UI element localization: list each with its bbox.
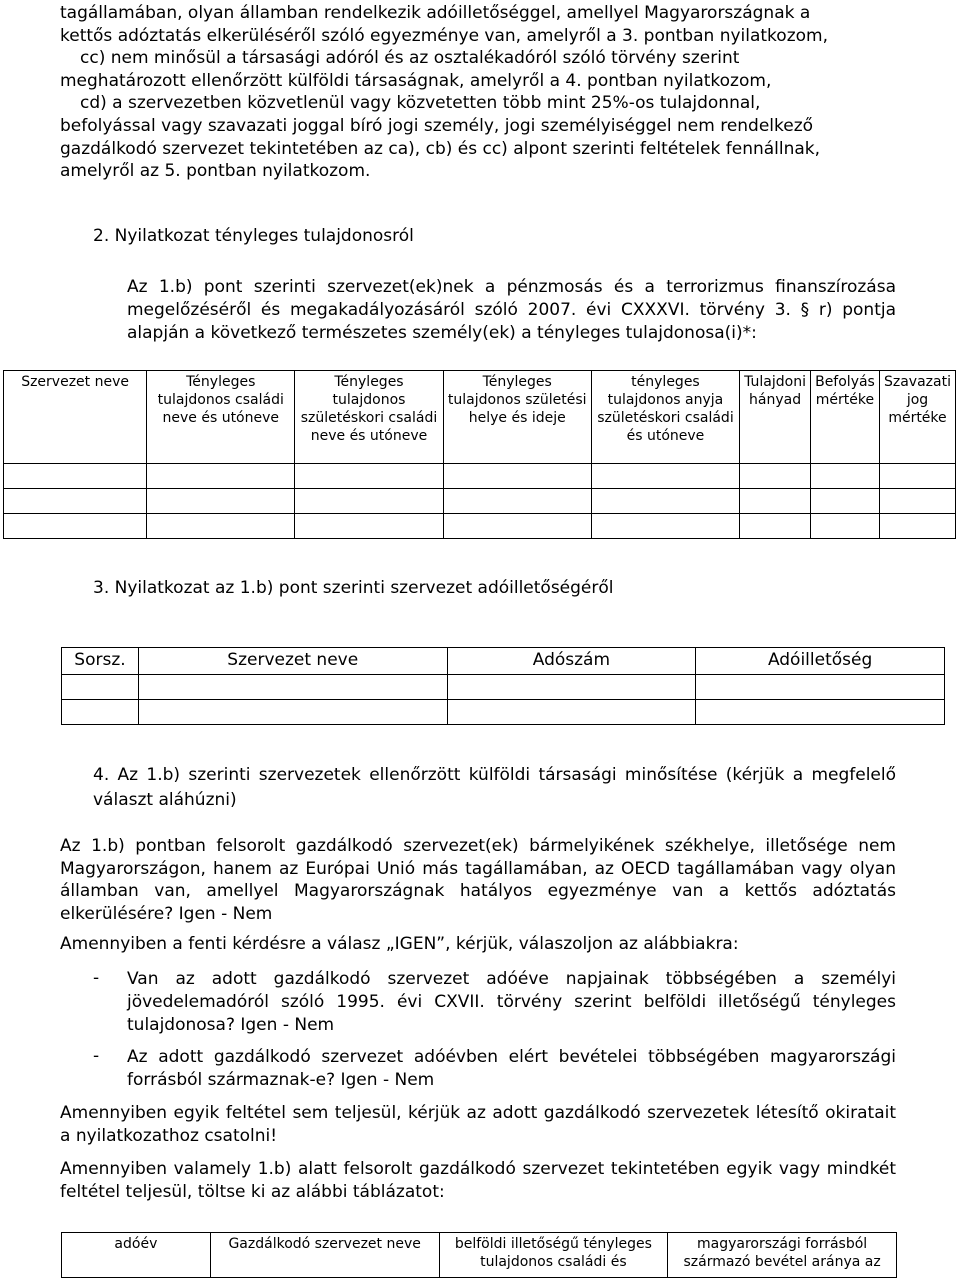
- income-col-owner: belföldi illetőségű tényleges tulajdonos családi és: [439, 1233, 668, 1278]
- cell[interactable]: [879, 464, 955, 489]
- q1-text: Az 1.b) pontban felsorolt gazdálkodó szervezet(ek) bármelyikének székhelye, illetősége nem Magyarországon, hanem az Európai Unió más tagállamában, az OECD tagállamában vagy olyan államban van, amellyel Magyarországnak hatályos egyezménye van a kettős adóztatás elkerülésére? Igen - Nem: [60, 836, 896, 924]
- cell[interactable]: [443, 489, 591, 514]
- income-col-ratio: magyarországi forrásból származó bevétel aránya az: [668, 1233, 897, 1278]
- cell[interactable]: [138, 675, 447, 700]
- income-header-row: [62, 1233, 897, 1278]
- cell[interactable]: [740, 514, 811, 539]
- cell[interactable]: [147, 489, 295, 514]
- cell[interactable]: [591, 514, 739, 539]
- section2-paragraph: Az 1.b) pont szerinti szervezet(ek)nek a pénzmosás és a terrorizmus finanszírozása megelőzéséről és megakadályozásáról szóló 2007. évi CXXXVI. törvény 3. § r) pontja alapján a következő természetes személy(ek) a tényleges tulajdonosa(i)*:: [127, 277, 896, 343]
- cell[interactable]: [443, 464, 591, 489]
- cell[interactable]: [879, 514, 955, 539]
- p4-text: Amennyiben valamely 1.b) alatt felsorolt gazdálkodó szervezet tekintetében egyik vagy mindkét feltétel teljesül, töltse ki az alábbi táblázatot:: [60, 1159, 896, 1202]
- tax-header-row: [62, 648, 945, 675]
- owners-col-influence: Befolyás mértéke: [810, 371, 879, 464]
- owners-col-birthplace: Tényleges tulajdonos születési helye és ideje: [443, 371, 591, 464]
- cell[interactable]: [810, 489, 879, 514]
- cell[interactable]: [4, 464, 147, 489]
- cell[interactable]: [447, 700, 696, 725]
- cell[interactable]: [62, 675, 139, 700]
- intro-paragraph: [60, 2, 896, 183]
- q1-paragraph: [60, 835, 896, 925]
- cell[interactable]: [591, 489, 739, 514]
- intro-line: cc) nem minősül a társasági adóról és az osztalékadóról szóló törvény szerint: [80, 48, 740, 69]
- p4-paragraph: [60, 1158, 896, 1203]
- cell[interactable]: [740, 464, 811, 489]
- tax-col-num: Sorsz.: [62, 648, 139, 675]
- section4-heading: 4. Az 1.b) szerinti szervezetek ellenőrzött külföldi társasági minősítése (kérjük a megfelelő választ aláhúzni): [93, 765, 896, 810]
- intro-line: gazdálkodó szervezet tekintetében az ca), cb) és cc) alpont szerinti feltételek fennállnak,: [60, 138, 821, 159]
- intro-line: befolyással vagy szavazati joggal bíró jogi személy, jogi személyiséggel nem rendelkező: [60, 115, 814, 136]
- cell[interactable]: [295, 489, 443, 514]
- q2-paragraph: [60, 933, 896, 956]
- owners-col-vote: Szavazati jog mértéke: [879, 371, 955, 464]
- cell[interactable]: [810, 514, 879, 539]
- table-row: [62, 700, 945, 725]
- cell[interactable]: [62, 700, 139, 725]
- tax-col-taxid: Adószám: [447, 648, 696, 675]
- p3-paragraph: [60, 1102, 896, 1147]
- bullet-2-text: Az adott gazdálkodó szervezet adóévben elért bevételei többségében magyarországi forrásból származnak-e? Igen - Nem: [127, 1047, 896, 1090]
- bullet-dash: -: [93, 1046, 100, 1066]
- income-col-year: adóév: [62, 1233, 211, 1278]
- cell[interactable]: [295, 464, 443, 489]
- cell[interactable]: [591, 464, 739, 489]
- intro-line: kettős adóztatás elkerüléséről szóló egyezménye van, amelyről a 3. pontban nyilatkozom,: [60, 25, 828, 46]
- cell[interactable]: [696, 675, 945, 700]
- cell[interactable]: [443, 514, 591, 539]
- owners-table: [3, 370, 956, 539]
- income-col-org: Gazdálkodó szervezet neve: [210, 1233, 439, 1278]
- owners-header-row: [4, 371, 956, 464]
- q2-text: Amennyiben a fenti kérdésre a válasz „IGEN”, kérjük, válaszoljon az alábbiakra:: [60, 934, 739, 954]
- cell[interactable]: [740, 489, 811, 514]
- cell[interactable]: [810, 464, 879, 489]
- intro-line: cd) a szervezetben közvetlenül vagy közvetetten több mint 25%-os tulajdonnal,: [80, 93, 761, 114]
- cell[interactable]: [447, 675, 696, 700]
- table-row: [4, 514, 956, 539]
- owners-col-org: Szervezet neve: [4, 371, 147, 464]
- bullet-2: [127, 1046, 896, 1092]
- tax-col-residence: Adóilletőség: [696, 648, 945, 675]
- intro-line: tagállamában, olyan államban rendelkezik adóilletőséggel, amellyel Magyarországnak a: [60, 3, 811, 23]
- intro-line: meghatározott ellenőrzött külföldi társaságnak, amelyről a 4. pontban nyilatkozom,: [60, 70, 772, 91]
- p3-text: Amennyiben egyik feltétel sem teljesül, kérjük az adott gazdálkodó szervezetek létesítő okiratait a nyilatkozathoz csatolni!: [60, 1103, 896, 1146]
- table-row: [4, 464, 956, 489]
- cell[interactable]: [295, 514, 443, 539]
- owners-col-birthname: Tényleges tulajdonos születéskori családi neve és utóneve: [295, 371, 443, 464]
- cell[interactable]: [147, 514, 295, 539]
- cell[interactable]: [138, 700, 447, 725]
- tax-table: [61, 647, 945, 725]
- table-row: [62, 675, 945, 700]
- cell[interactable]: [147, 464, 295, 489]
- owners-col-name: Tényleges tulajdonos családi neve és utóneve: [147, 371, 295, 464]
- income-table: [61, 1232, 897, 1278]
- cell[interactable]: [879, 489, 955, 514]
- section3-heading: 3. Nyilatkozat az 1.b) pont szerinti szervezet adóilletőségéről: [93, 578, 614, 598]
- tax-col-org: Szervezet neve: [138, 648, 447, 675]
- bullet-1-text: Van az adott gazdálkodó szervezet adóéve napjainak többségében a személyi jövedelemadóról szóló 1995. évi CXVII. törvény szerint belföldi illetőségű tényleges tulajdonosa? Igen - Nem: [127, 969, 896, 1035]
- table-row: [4, 489, 956, 514]
- owners-col-share: Tulajdoni hányad: [740, 371, 811, 464]
- section2-heading: 2. Nyilatkozat tényleges tulajdonosról: [93, 226, 414, 246]
- owners-col-mother: tényleges tulajdonos anyja születéskori családi és utóneve: [591, 371, 739, 464]
- intro-line: amelyről az 5. pontban nyilatkozom.: [60, 161, 371, 182]
- bullet-1: [127, 968, 896, 1037]
- cell[interactable]: [4, 489, 147, 514]
- cell[interactable]: [4, 514, 147, 539]
- cell[interactable]: [696, 700, 945, 725]
- section2-text: [127, 276, 896, 345]
- bullet-dash: -: [93, 968, 100, 988]
